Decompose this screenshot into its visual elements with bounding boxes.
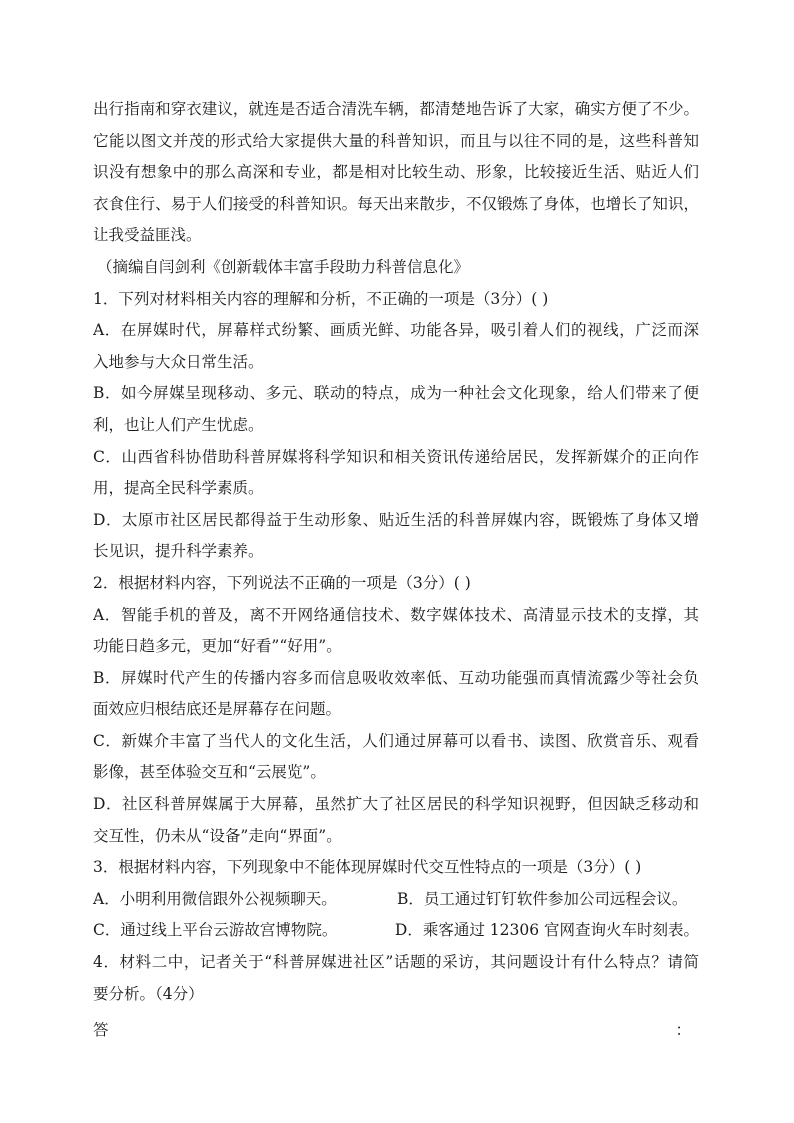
- option-d-line: 交互性，仍未从“设备”走向“界面”。: [93, 826, 342, 845]
- document-page: [93, 94, 699, 1050]
- option-a-line: 功能日趋多元，更加“好看”“好用”。: [93, 637, 342, 656]
- passage: [93, 94, 699, 284]
- option-c-line: 用，提高全民科学素质。: [93, 479, 264, 498]
- options-row: [93, 915, 699, 947]
- option-a-line: 入地参与大众日常生活。: [93, 352, 264, 371]
- option-c-line: C．山西省科协借助科普屏媒将科学知识和相关资讯传递给居民，发挥新媒介的正向作: [93, 447, 699, 466]
- question-4: [93, 947, 699, 1050]
- option-d-line: D．太原市社区居民都得益于生动形象、贴近生活的科普屏媒内容，既锻炼了身体又增: [93, 510, 699, 529]
- option-b: B．员工通过钉钉软件参加公司远程会议。: [397, 889, 688, 908]
- passage-line: 衣食住行、易于人们接受的科普知识。每天出来散步，不仅锻炼了身体，也增长了知识，: [93, 194, 699, 213]
- question-stem: 1．下列对材料相关内容的理解和分析，不正确的一项是（3分）( ): [93, 289, 549, 308]
- option-b-line: 面效应归根结底还是屏幕存在问题。: [93, 700, 342, 719]
- answer-end-mark: ：: [675, 1021, 691, 1040]
- question-2: [93, 568, 699, 852]
- option-c-line: C．新媒介丰富了当代人的文化生活，人们通过屏幕可以看书、读图、欣赏音乐、观看: [93, 731, 699, 750]
- question-stem-line: 要分析。（4分）: [93, 984, 204, 1003]
- option-c-line: 影像，甚至体验交互和“云展览”。: [93, 763, 326, 782]
- passage-line: 它能以图文并茂的形式给大家提供大量的科普知识，而且与以往不同的是，这些科普知: [93, 131, 699, 150]
- option-b-line: B．如今屏媒呈现移动、多元、联动的特点，成为一种社会文化现象，给人们带来了便: [93, 384, 699, 403]
- option-c: C．通过线上平台云游故宫博物院。: [93, 921, 338, 940]
- option-d-line: D．社区科普屏媒属于大屏幕，虽然扩大了社区居民的科学知识视野，但因缺乏移动和: [93, 795, 699, 814]
- option-b-line: B．屏媒时代产生的传播内容多而信息吸收效率低、互动功能强而真情流露少等社会负: [93, 668, 699, 687]
- question-stem: 3．根据材料内容，下列现象中不能体现屏媒时代交互性特点的一项是（3分）( ): [93, 858, 642, 877]
- passage-line: 让我受益匪浅。: [93, 226, 202, 245]
- option-a-line: A．智能手机的普及，离不开网络通信技术、数字媒体技术、高清显示技术的支撑，其: [93, 605, 699, 624]
- option-d-line: 长见识，提升科学素养。: [93, 542, 264, 561]
- question-stem-line: 4．材料二中，记者关于“科普屏媒进社区”话题的采访，其问题设计有什么特点？请简: [93, 953, 699, 972]
- question-1: [93, 284, 699, 568]
- answer-area[interactable]: [93, 1010, 699, 1050]
- option-a: A．小明利用微信跟外公视频聊天。: [93, 889, 337, 908]
- passage-line: 出行指南和穿衣建议，就连是否适合清洗车辆，都清楚地告诉了大家，确实方便了不少。: [93, 100, 699, 118]
- option-d: D．乘客通过 12306 官网查询火车时刻表。: [394, 921, 699, 940]
- passage-source: （摘编自闫剑利《创新载体丰富手段助力科普信息化》: [97, 257, 470, 276]
- question-3: [93, 852, 699, 947]
- options-row: [93, 884, 699, 916]
- option-b-line: 利，也让人们产生忧虑。: [93, 415, 264, 434]
- option-a-line: A．在屏媒时代，屏幕样式纷繁、画质光鲜、功能各异，吸引着人们的视线，广泛而深: [93, 321, 699, 340]
- question-stem: 2．根据材料内容，下列说法不正确的一项是（3分）( ): [93, 573, 471, 592]
- answer-label: 答: [93, 1021, 109, 1040]
- passage-line: 识没有想象中的那么高深和专业，都是相对比较生动、形象，比较接近生活、贴近人们: [93, 163, 699, 182]
